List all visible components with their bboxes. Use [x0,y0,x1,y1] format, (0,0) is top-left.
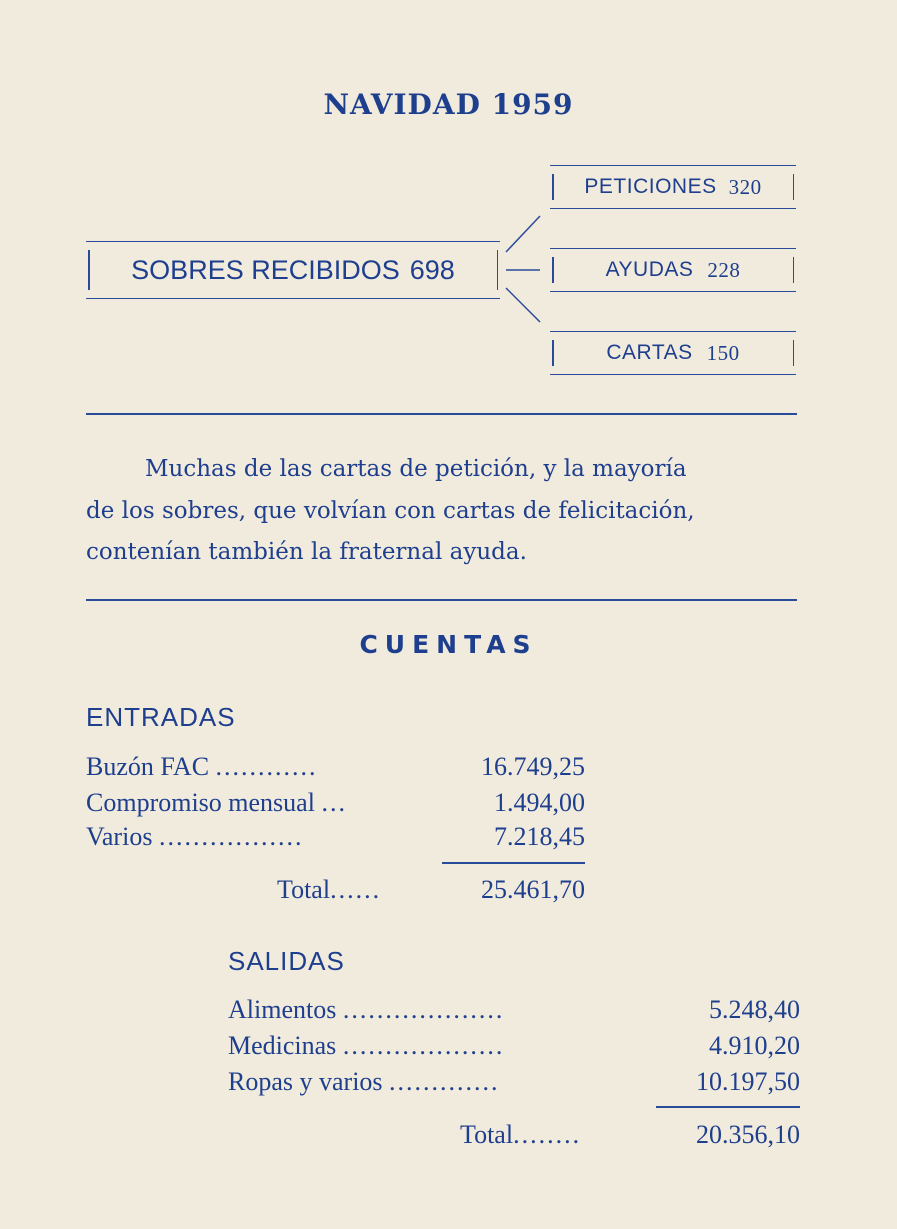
paragraph-line-2: de los sobres, que volvían con cartas de felicitación, [86,498,695,524]
entrada-name: Buzón FAC [86,752,210,781]
salida-amount: 10.197,50 [696,1067,800,1096]
entradas-row-name [86,788,347,818]
connector-cartas [506,288,540,322]
peticiones-value: 320 [728,174,762,199]
divider-middle [86,599,797,601]
entrada-dots: ............ [215,752,318,781]
entrada-name: Compromiso mensual [86,788,315,817]
entrada-amount: 1.494,00 [494,788,585,817]
ayudas-value: 228 [707,257,741,282]
peticiones-label: PETICIONES [584,175,717,198]
salida-dots: ............. [389,1067,500,1096]
entradas-label: ENTRADAS [86,702,236,732]
salidas-row-name [228,995,504,1025]
peticiones-box [550,165,796,209]
salida-dots: ................... [342,995,505,1024]
ayudas-box [550,248,796,292]
total-label: Total [277,875,331,904]
salidas-sum-rule [656,1106,800,1108]
salidas-row-name [228,1031,504,1061]
salida-dots: ................... [342,1031,505,1060]
salidas-total-amount: 20.356,10 [696,1120,800,1149]
total-dots: ........ [513,1120,582,1149]
paragraph-line-1: Muchas de las cartas de petición, y la mayoría [145,456,687,482]
ayudas-label: AYUDAS [605,258,694,281]
cartas-value: 150 [706,340,740,365]
sobres-recibidos-label: SOBRES RECIBIDOS [131,254,400,285]
cartas-box [550,331,796,375]
divider-top [86,413,797,415]
entradas-row-name [86,752,318,782]
entradas-total-label [277,875,381,905]
entrada-amount: 7.218,45 [494,822,585,851]
total-label: Total [460,1120,514,1149]
paragraph-line-3: contenían también la fraternal ayuda. [86,539,527,565]
total-dots: ...... [330,875,382,904]
salidas-row-name [228,1067,500,1097]
entradas-total-amount: 25.461,70 [481,875,585,904]
entradas-row-name [86,822,303,852]
entrada-name: Varios [86,822,153,851]
entradas-sum-rule [442,862,585,864]
salidas-label: SALIDAS [228,946,345,976]
salida-amount: 5.248,40 [709,995,800,1024]
cartas-label: CARTAS [606,341,693,364]
entrada-dots: ................. [158,822,304,851]
cuentas-heading: CUENTAS [359,630,538,659]
sobres-recibidos-box [86,241,500,299]
sobres-recibidos-value: 698 [409,254,455,285]
salida-name: Medicinas [228,1031,337,1060]
salida-name: Ropas y varios [228,1067,383,1096]
salida-name: Alimentos [228,995,337,1024]
connector-peticiones [506,216,540,252]
page-title: NAVIDAD 1959 [323,88,574,121]
entrada-amount: 16.749,25 [481,752,585,781]
salida-amount: 4.910,20 [709,1031,800,1060]
entrada-dots: ... [321,788,347,817]
salidas-total-label [460,1120,581,1150]
